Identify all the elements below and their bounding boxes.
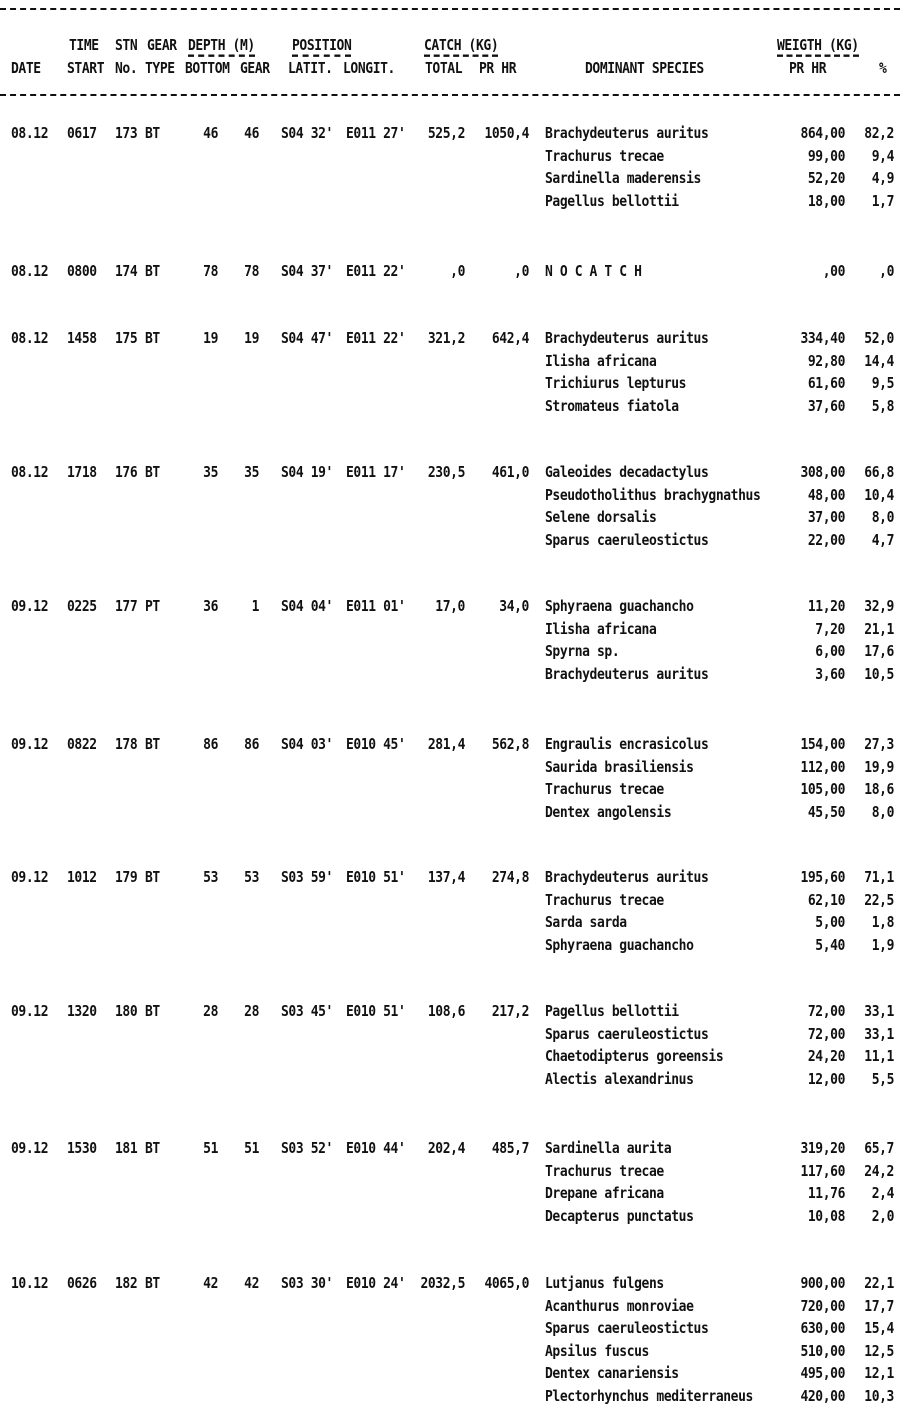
header-gear: GEAR — [147, 36, 177, 55]
species-name: Trichiurus lepturus — [545, 374, 687, 393]
header-total: TOTAL — [425, 59, 463, 78]
species-name: Trachurus trecae — [545, 780, 664, 799]
station-date: 08.12 — [11, 329, 49, 348]
station-time: 1320 — [67, 1002, 97, 1021]
species-name: Dentex angolensis — [545, 803, 672, 822]
species-name: Sardinella maderensis — [545, 169, 701, 188]
station-number: 178 — [115, 735, 138, 754]
station-bottom-depth: 35 — [203, 463, 218, 482]
species-percent: 21,1 — [864, 620, 894, 639]
species-weight-pr-hr: 495,00 — [800, 1364, 845, 1383]
station-gear-depth: 42 — [244, 1274, 259, 1293]
species-name: Brachydeuterus auritus — [545, 868, 709, 887]
station-time: 0626 — [67, 1274, 97, 1293]
species-weight-pr-hr: 24,20 — [807, 1047, 845, 1066]
station-bottom-depth: 28 — [203, 1002, 218, 1021]
top-divider — [0, 8, 900, 10]
station-catch-total: 17,0 — [435, 597, 465, 616]
station-catch-total: 202,4 — [427, 1139, 465, 1158]
station-bottom-depth: 36 — [203, 597, 218, 616]
species-weight-pr-hr: 48,00 — [807, 486, 845, 505]
header-latit: LATIT. — [288, 59, 333, 78]
species-weight-pr-hr: 105,00 — [800, 780, 845, 799]
station-gear-type: BT — [145, 1274, 160, 1293]
header-position-group: POSITION — [292, 38, 351, 57]
station-gear-type: BT — [145, 124, 160, 143]
species-percent: ,0 — [879, 262, 894, 281]
species-percent: 66,8 — [864, 463, 894, 482]
header-time: TIME — [69, 36, 99, 55]
species-name: Brachydeuterus auritus — [545, 329, 709, 348]
station-date: 09.12 — [11, 1002, 49, 1021]
station-date: 08.12 — [11, 124, 49, 143]
station-latitude: S03 52' — [281, 1139, 333, 1158]
species-weight-pr-hr: 11,76 — [807, 1184, 845, 1203]
species-name: Sardinella aurita — [545, 1139, 672, 1158]
header-no: No. — [115, 59, 138, 78]
species-weight-pr-hr: 510,00 — [800, 1342, 845, 1361]
species-weight-pr-hr: 117,60 — [800, 1162, 845, 1181]
station-gear-type: BT — [145, 262, 160, 281]
station-gear-type: BT — [145, 463, 160, 482]
species-weight-pr-hr: 420,00 — [800, 1387, 845, 1406]
species-percent: 2,4 — [871, 1184, 894, 1203]
station-number: 180 — [115, 1002, 138, 1021]
species-percent: 32,9 — [864, 597, 894, 616]
station-gear-depth: 35 — [244, 463, 259, 482]
station-gear-depth: 86 — [244, 735, 259, 754]
station-number: 174 — [115, 262, 138, 281]
species-name: Sphyraena guachancho — [545, 936, 694, 955]
header-gear-depth: GEAR — [240, 59, 270, 78]
species-name: Trachurus trecae — [545, 891, 664, 910]
species-weight-pr-hr: 334,40 — [800, 329, 845, 348]
species-percent: 22,1 — [864, 1274, 894, 1293]
species-percent: 9,5 — [871, 374, 894, 393]
station-longitude: E010 24' — [346, 1274, 406, 1293]
station-catch-total: 108,6 — [427, 1002, 465, 1021]
station-bottom-depth: 51 — [203, 1139, 218, 1158]
station-gear-depth: 78 — [244, 262, 259, 281]
species-percent: 17,6 — [864, 642, 894, 661]
species-weight-pr-hr: 720,00 — [800, 1297, 845, 1316]
species-percent: 8,0 — [871, 508, 894, 527]
species-percent: 82,2 — [864, 124, 894, 143]
species-weight-pr-hr: 12,00 — [807, 1070, 845, 1089]
species-weight-pr-hr: 5,40 — [815, 936, 845, 955]
species-percent: 10,4 — [864, 486, 894, 505]
species-weight-pr-hr: 11,20 — [807, 597, 845, 616]
species-name: Pagellus bellottii — [545, 192, 679, 211]
header-bottom: BOTTOM — [185, 59, 230, 78]
species-percent: 12,1 — [864, 1364, 894, 1383]
station-number: 177 — [115, 597, 138, 616]
station-catch-total: 137,4 — [427, 868, 465, 887]
species-name: Brachydeuterus auritus — [545, 124, 709, 143]
station-date: 09.12 — [11, 597, 49, 616]
station-date: 08.12 — [11, 463, 49, 482]
species-name: Dentex canariensis — [545, 1364, 679, 1383]
species-name: Sphyraena guachancho — [545, 597, 694, 616]
species-percent: 71,1 — [864, 868, 894, 887]
species-percent: 19,9 — [864, 758, 894, 777]
station-latitude: S04 04' — [281, 597, 333, 616]
station-latitude: S03 45' — [281, 1002, 333, 1021]
station-number: 176 — [115, 463, 138, 482]
header-pr-hr: PR HR — [479, 59, 517, 78]
station-longitude: E011 22' — [346, 262, 406, 281]
species-name: Pseudotholithus brachygnathus — [545, 486, 761, 505]
species-name: Alectis alexandrinus — [545, 1070, 694, 1089]
station-date: 09.12 — [11, 1139, 49, 1158]
station-catch-pr-hr: 274,8 — [491, 868, 529, 887]
station-longitude: E011 27' — [346, 124, 406, 143]
header-weight-group: WEIGTH (KG) — [777, 38, 859, 57]
species-percent: 12,5 — [864, 1342, 894, 1361]
station-gear-depth: 19 — [244, 329, 259, 348]
species-name: Galeoides decadactylus — [545, 463, 709, 482]
station-gear-type: BT — [145, 329, 160, 348]
station-longitude: E011 22' — [346, 329, 406, 348]
station-longitude: E010 44' — [346, 1139, 406, 1158]
station-time: 0822 — [67, 735, 97, 754]
species-percent: 18,6 — [864, 780, 894, 799]
station-gear-type: BT — [145, 1002, 160, 1021]
station-gear-type: BT — [145, 735, 160, 754]
station-longitude: E010 45' — [346, 735, 406, 754]
species-name: Saurida brasiliensis — [545, 758, 694, 777]
species-weight-pr-hr: ,00 — [822, 262, 845, 281]
species-weight-pr-hr: 7,20 — [815, 620, 845, 639]
station-gear-type: BT — [145, 868, 160, 887]
station-catch-pr-hr: 642,4 — [491, 329, 529, 348]
species-name: Spyrna sp. — [545, 642, 620, 661]
station-bottom-depth: 78 — [203, 262, 218, 281]
station-latitude: S03 30' — [281, 1274, 333, 1293]
species-name: Brachydeuterus auritus — [545, 665, 709, 684]
station-number: 179 — [115, 868, 138, 887]
station-number: 175 — [115, 329, 138, 348]
species-percent: 2,0 — [871, 1207, 894, 1226]
species-weight-pr-hr: 319,20 — [800, 1139, 845, 1158]
species-weight-pr-hr: 6,00 — [815, 642, 845, 661]
species-name: Apsilus fuscus — [545, 1342, 649, 1361]
species-name: Acanthurus monroviae — [545, 1297, 694, 1316]
station-number: 173 — [115, 124, 138, 143]
station-bottom-depth: 46 — [203, 124, 218, 143]
station-time: 1012 — [67, 868, 97, 887]
species-percent: 5,8 — [871, 397, 894, 416]
station-date: 09.12 — [11, 735, 49, 754]
species-name: Decapterus punctatus — [545, 1207, 694, 1226]
species-weight-pr-hr: 52,20 — [807, 169, 845, 188]
species-weight-pr-hr: 72,00 — [807, 1025, 845, 1044]
header-weight-pr-hr: PR HR — [789, 59, 827, 78]
species-name: Drepane africana — [545, 1184, 664, 1203]
station-time: 1530 — [67, 1139, 97, 1158]
species-percent: 9,4 — [871, 147, 894, 166]
species-percent: 17,7 — [864, 1297, 894, 1316]
station-catch-pr-hr: 562,8 — [491, 735, 529, 754]
station-gear-type: PT — [145, 597, 160, 616]
station-date: 08.12 — [11, 262, 49, 281]
species-weight-pr-hr: 112,00 — [800, 758, 845, 777]
station-catch-pr-hr: 1050,4 — [484, 124, 529, 143]
species-weight-pr-hr: 10,08 — [807, 1207, 845, 1226]
station-catch-pr-hr: 4065,0 — [484, 1274, 529, 1293]
species-weight-pr-hr: 61,60 — [807, 374, 845, 393]
station-time: 0800 — [67, 262, 97, 281]
station-date: 09.12 — [11, 868, 49, 887]
station-catch-pr-hr: 485,7 — [491, 1139, 529, 1158]
species-percent: 4,7 — [871, 531, 894, 550]
species-weight-pr-hr: 18,00 — [807, 192, 845, 211]
species-name: Sparus caeruleostictus — [545, 531, 709, 550]
species-name: Sarda sarda — [545, 913, 627, 932]
header-type: TYPE — [145, 59, 175, 78]
species-weight-pr-hr: 5,00 — [815, 913, 845, 932]
station-catch-total: ,0 — [450, 262, 465, 281]
species-weight-pr-hr: 308,00 — [800, 463, 845, 482]
station-catch-pr-hr: 217,2 — [491, 1002, 529, 1021]
species-weight-pr-hr: 154,00 — [800, 735, 845, 754]
station-date: 10.12 — [11, 1274, 49, 1293]
species-percent: 1,9 — [871, 936, 894, 955]
species-percent: 33,1 — [864, 1025, 894, 1044]
station-bottom-depth: 53 — [203, 868, 218, 887]
station-gear-depth: 1 — [251, 597, 259, 616]
header-percent: % — [879, 59, 887, 78]
species-weight-pr-hr: 92,80 — [807, 352, 845, 371]
species-percent: 22,5 — [864, 891, 894, 910]
species-percent: 33,1 — [864, 1002, 894, 1021]
species-weight-pr-hr: 99,00 — [807, 147, 845, 166]
station-time: 0225 — [67, 597, 97, 616]
station-latitude: S04 03' — [281, 735, 333, 754]
species-weight-pr-hr: 45,50 — [807, 803, 845, 822]
station-longitude: E011 01' — [346, 597, 406, 616]
species-name: Stromateus fiatola — [545, 397, 679, 416]
station-latitude: S03 59' — [281, 868, 333, 887]
station-gear-type: BT — [145, 1139, 160, 1158]
species-percent: 14,4 — [864, 352, 894, 371]
species-weight-pr-hr: 630,00 — [800, 1319, 845, 1338]
species-name: Ilisha africana — [545, 620, 657, 639]
species-weight-pr-hr: 72,00 — [807, 1002, 845, 1021]
header-start: START — [67, 59, 105, 78]
species-name: Selene dorsalis — [545, 508, 657, 527]
header-depth-group: DEPTH (M) — [188, 38, 255, 57]
station-latitude: S04 47' — [281, 329, 333, 348]
species-name: N O C A T C H — [545, 262, 642, 281]
station-latitude: S04 19' — [281, 463, 333, 482]
station-catch-total: 321,2 — [427, 329, 465, 348]
header-stn: STN — [115, 36, 138, 55]
species-percent: 4,9 — [871, 169, 894, 188]
species-percent: 1,7 — [871, 192, 894, 211]
station-longitude: E010 51' — [346, 868, 406, 887]
station-catch-total: 230,5 — [427, 463, 465, 482]
station-gear-depth: 28 — [244, 1002, 259, 1021]
species-weight-pr-hr: 195,60 — [800, 868, 845, 887]
header-date: DATE — [11, 59, 41, 78]
station-time: 0617 — [67, 124, 97, 143]
species-name: Sparus caeruleostictus — [545, 1319, 709, 1338]
header-longit: LONGIT. — [343, 59, 395, 78]
station-number: 182 — [115, 1274, 138, 1293]
species-name: Chaetodipterus goreensis — [545, 1047, 724, 1066]
station-catch-pr-hr: 461,0 — [491, 463, 529, 482]
species-weight-pr-hr: 22,00 — [807, 531, 845, 550]
station-bottom-depth: 42 — [203, 1274, 218, 1293]
species-weight-pr-hr: 37,00 — [807, 508, 845, 527]
station-catch-total: 2032,5 — [420, 1274, 465, 1293]
station-longitude: E010 51' — [346, 1002, 406, 1021]
station-latitude: S04 37' — [281, 262, 333, 281]
species-percent: 10,3 — [864, 1387, 894, 1406]
species-weight-pr-hr: 62,10 — [807, 891, 845, 910]
species-percent: 24,2 — [864, 1162, 894, 1181]
station-catch-total: 281,4 — [427, 735, 465, 754]
species-weight-pr-hr: 3,60 — [815, 665, 845, 684]
station-gear-depth: 51 — [244, 1139, 259, 1158]
header-dominant-species: DOMINANT SPECIES — [585, 59, 704, 78]
header-catch-group: CATCH (KG) — [424, 38, 498, 57]
species-name: Trachurus trecae — [545, 1162, 664, 1181]
species-percent: 1,8 — [871, 913, 894, 932]
station-longitude: E011 17' — [346, 463, 406, 482]
species-name: Ilisha africana — [545, 352, 657, 371]
species-name: Sparus caeruleostictus — [545, 1025, 709, 1044]
station-bottom-depth: 19 — [203, 329, 218, 348]
species-name: Lutjanus fulgens — [545, 1274, 664, 1293]
species-percent: 15,4 — [864, 1319, 894, 1338]
species-percent: 27,3 — [864, 735, 894, 754]
station-catch-pr-hr: 34,0 — [499, 597, 529, 616]
species-name: Trachurus trecae — [545, 147, 664, 166]
station-latitude: S04 32' — [281, 124, 333, 143]
species-weight-pr-hr: 864,00 — [800, 124, 845, 143]
station-catch-total: 525,2 — [427, 124, 465, 143]
species-percent: 10,5 — [864, 665, 894, 684]
station-gear-depth: 46 — [244, 124, 259, 143]
species-percent: 8,0 — [871, 803, 894, 822]
species-weight-pr-hr: 37,60 — [807, 397, 845, 416]
station-gear-depth: 53 — [244, 868, 259, 887]
species-name: Pagellus bellottii — [545, 1002, 679, 1021]
species-percent: 65,7 — [864, 1139, 894, 1158]
header-divider — [0, 94, 900, 96]
station-time: 1458 — [67, 329, 97, 348]
station-time: 1718 — [67, 463, 97, 482]
station-bottom-depth: 86 — [203, 735, 218, 754]
station-catch-pr-hr: ,0 — [514, 262, 529, 281]
species-percent: 5,5 — [871, 1070, 894, 1089]
species-percent: 52,0 — [864, 329, 894, 348]
species-weight-pr-hr: 900,00 — [800, 1274, 845, 1293]
station-number: 181 — [115, 1139, 138, 1158]
species-name: Plectorhynchus mediterraneus — [545, 1387, 753, 1406]
species-name: Engraulis encrasicolus — [545, 735, 709, 754]
species-percent: 11,1 — [864, 1047, 894, 1066]
